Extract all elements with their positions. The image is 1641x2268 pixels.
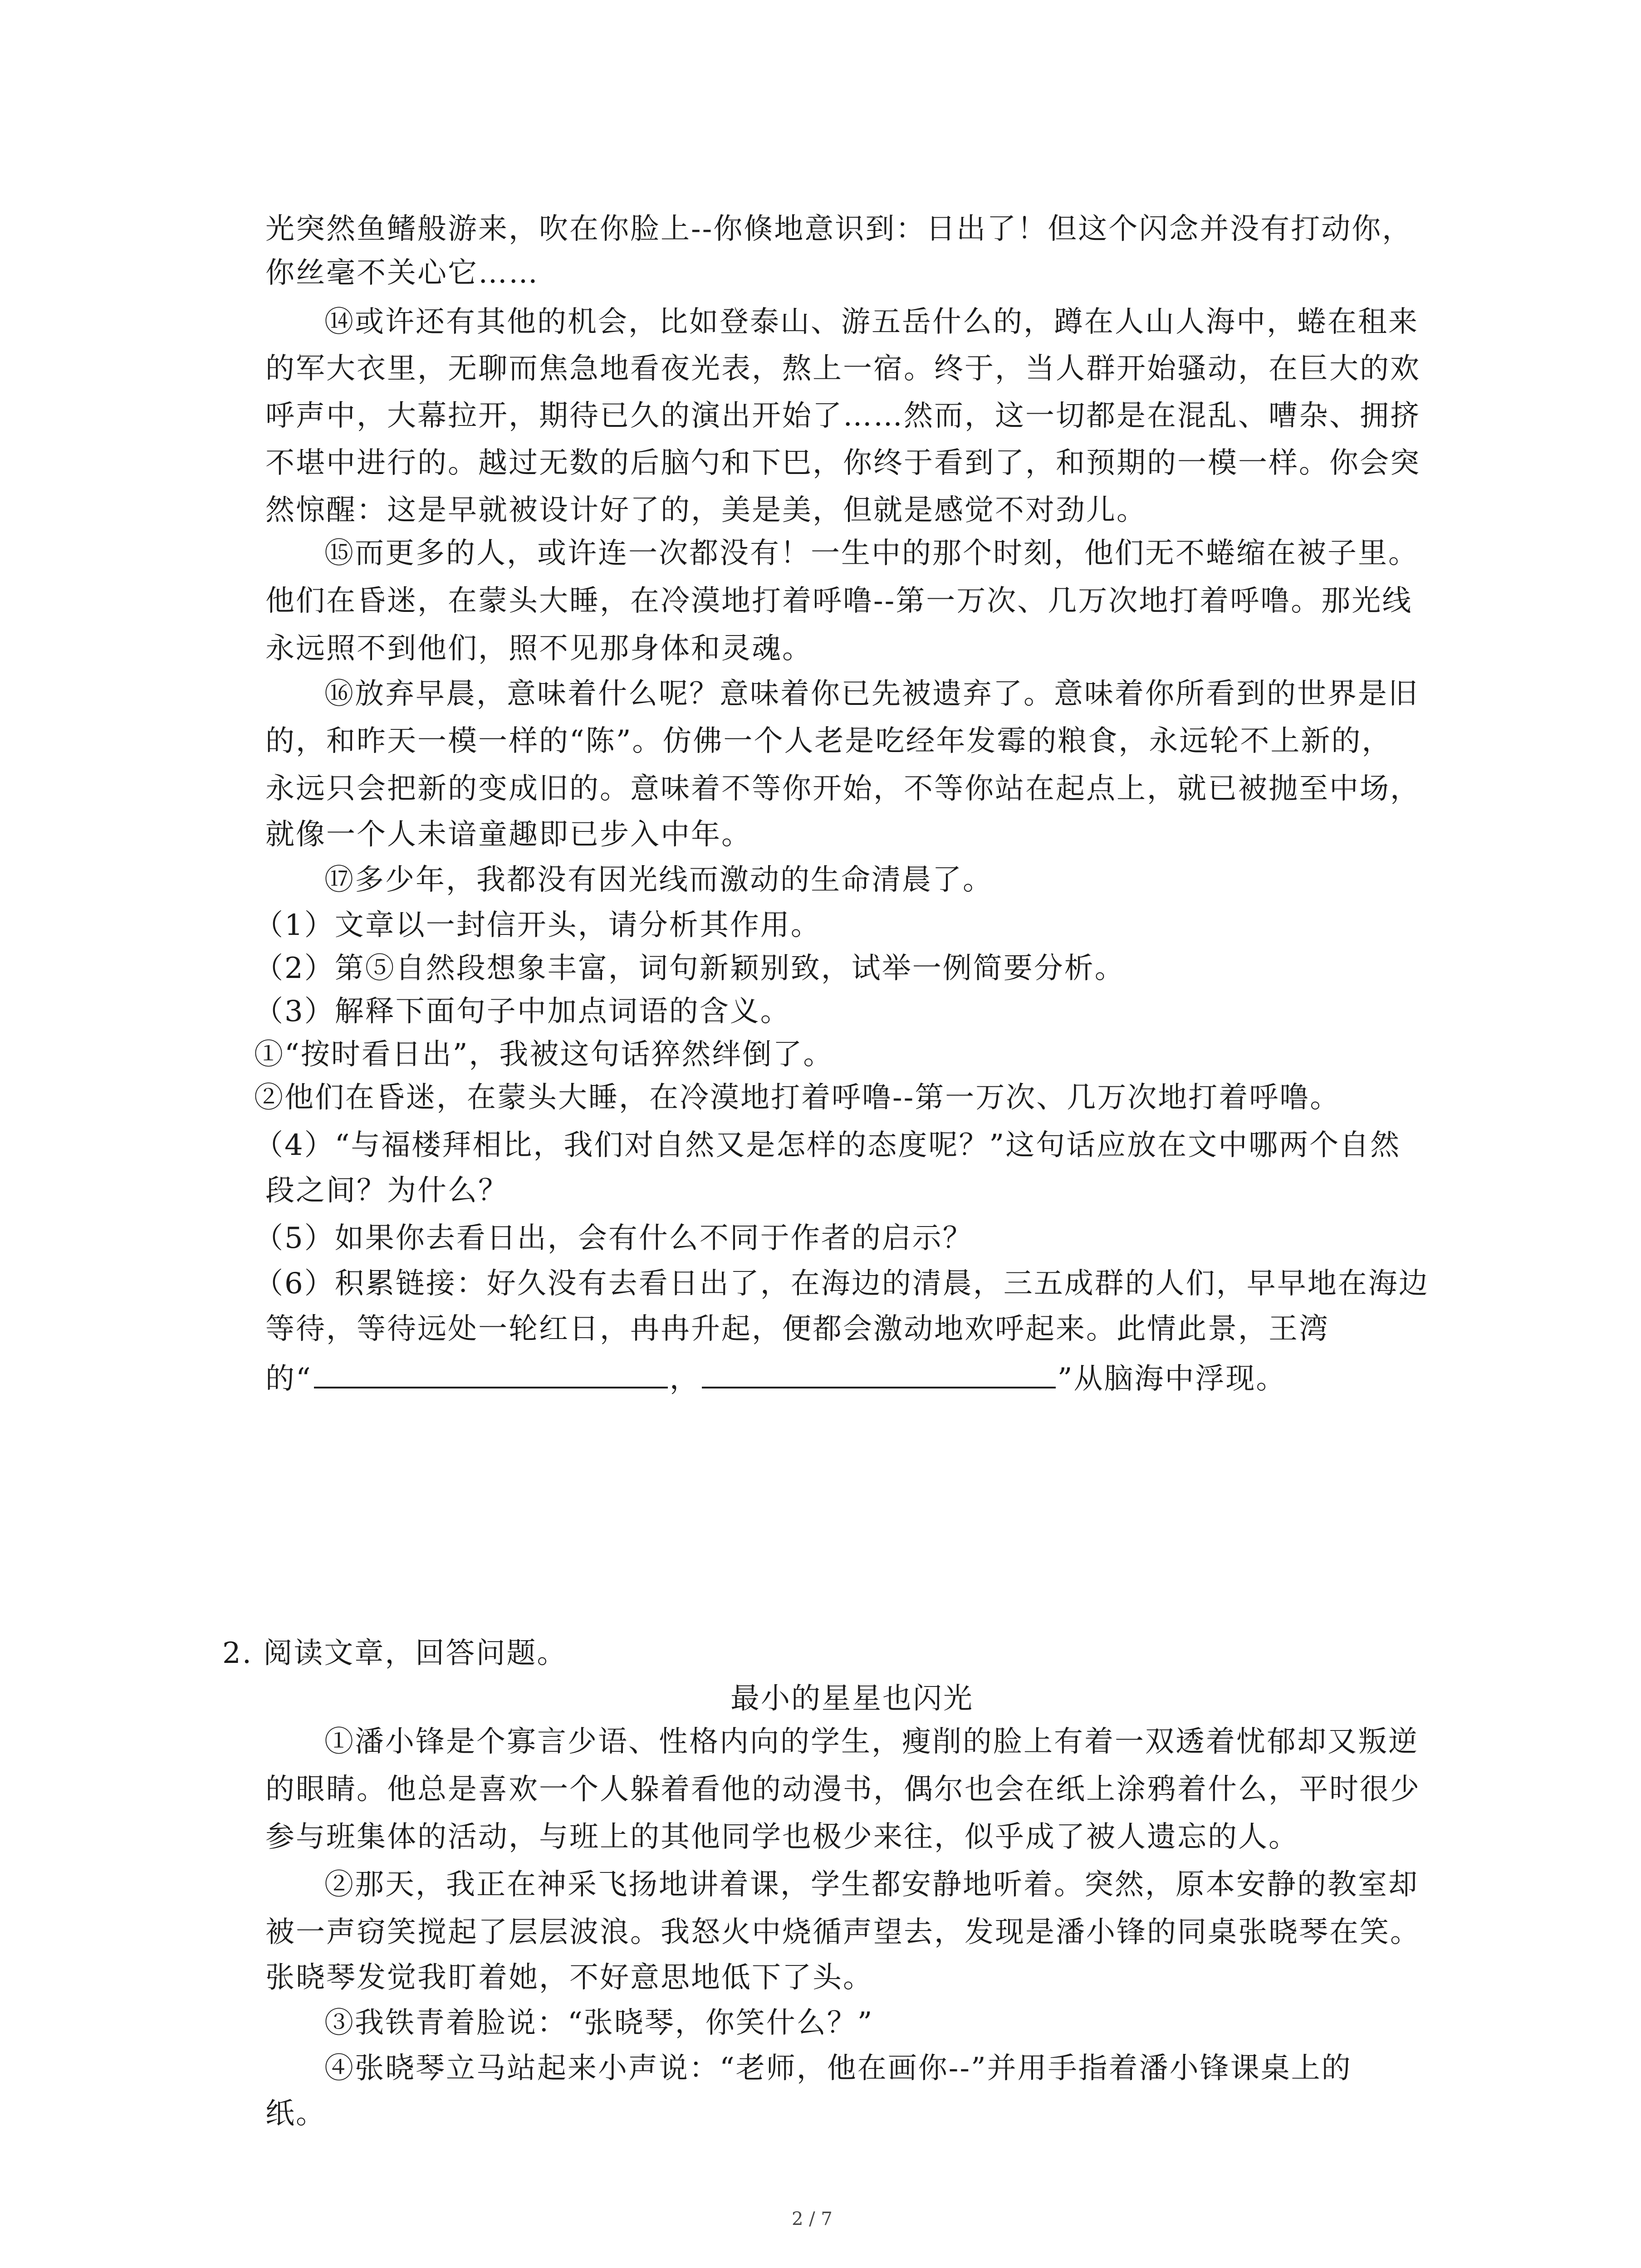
- passage-1-line: 然惊醒：这是早就被设计好了的，美是美，但就是感觉不对劲儿。: [265, 494, 1147, 527]
- question-1-1: （1）文章以一封信开头，请分析其作用。: [254, 909, 821, 942]
- question-1-3: （3）解释下面句子中加点词语的含义。: [254, 995, 791, 1028]
- paragraph-17-start: ⑰多少年，我都没有因光线而激动的生命清晨了。: [324, 863, 993, 897]
- passage-1-line: 不堪中进行的。越过无数的后脑勺和下巴，你终于看到了，和预期的一模一样。你会突: [265, 446, 1421, 480]
- paragraph-16-start: ⑯放弃早晨，意味着什么呢？意味着你已先被遗弃了。意味着你所看到的世界是旧: [324, 677, 1419, 711]
- passage-2-line: 的眼睛。他总是喜欢一个人躲着看他的动漫书，偶尔也会在纸上涂鸦着什么，平时很少: [265, 1773, 1421, 1806]
- passage-1-line: 的，和昨天一模一样的“陈”。仿佛一个人老是吃经年发霉的粮食，永远轮不上新的，: [265, 724, 1392, 758]
- passage-2-paragraph-1-start: ①潘小锋是个寡言少语、性格内向的学生，瘦削的脸上有着一双透着忧郁却又叛逆: [324, 1725, 1419, 1759]
- passage-2-line: 纸。: [265, 2097, 326, 2131]
- question-1-4-cont: 段之间？为什么？: [265, 1174, 509, 1207]
- question-2-heading: 2. 阅读文章，回答问题。: [222, 1637, 568, 1670]
- paragraph-15-start: ⑮而更多的人，或许连一次都没有！一生中的那个时刻，他们无不蜷缩在被子里。: [324, 537, 1419, 570]
- passage-1-line: 永远照不到他们，照不见那身体和灵魂。: [265, 632, 813, 665]
- fill-prefix: 的“: [265, 1362, 312, 1396]
- passage-1-line: 就像一个人未谙童趣即已步入中年。: [265, 818, 752, 851]
- passage-2-line: 张晓琴发觉我盯着她，不好意思地低下了头。: [265, 1961, 873, 1994]
- passage-2-line: 被一声窃笑搅起了层层波浪。我怒火中烧循声望去，发现是潘小锋的同桌张晓琴在笑。: [265, 1916, 1421, 1949]
- passage-2-line: 参与班集体的活动，与班上的其他同学也极少来往，似乎成了被人遗忘的人。: [265, 1820, 1299, 1854]
- passage-2-title: 最小的星星也闪光: [730, 1682, 974, 1716]
- question-1-6-cont: 等待，等待远处一轮红日，冉冉升起，便都会激动地欢呼起来。此情此景，王湾: [265, 1312, 1329, 1346]
- question-1-2: （2）第⑤自然段想象丰富，词句新颖别致，试举一例简要分析。: [254, 952, 1125, 985]
- question-1-3-item-1: ①“按时看日出”，我被这句话猝然绊倒了。: [254, 1038, 834, 1071]
- passage-2-paragraph-3: ③我铁青着脸说：“张晓琴，你笑什么？”: [324, 2006, 874, 2040]
- question-1-3-item-2: ②他们在昏迷，在蒙头大睡，在冷漠地打着呼噜--第一万次、几万次地打着呼噜。: [254, 1081, 1341, 1114]
- answer-blank-2[interactable]: [702, 1359, 1056, 1388]
- question-1-6-fill-line: [265, 1356, 1286, 1402]
- fill-separator: ，: [669, 1362, 700, 1396]
- passage-1-line: 呼声中，大幕拉开，期待已久的演出开始了……然而，这一切都是在混乱、嘈杂、拥挤: [265, 399, 1421, 433]
- passage-1-line: 他们在昏迷，在蒙头大睡，在冷漠地打着呼噜--第一万次、几万次地打着呼噜。那光线: [265, 584, 1413, 618]
- answer-blank-1[interactable]: [314, 1359, 668, 1388]
- question-1-5: （5）如果你去看日出，会有什么不同于作者的启示？: [254, 1222, 973, 1255]
- question-1-6: （6）积累链接：好久没有去看日出了，在海边的清晨，三五成群的人们，早早地在海边: [254, 1267, 1429, 1300]
- question-1-4: （4）“与福楼拜相比，我们对自然又是怎样的态度呢？”这句话应放在文中哪两个自然: [254, 1129, 1401, 1162]
- passage-1-line: 的军大衣里，无聊而焦急地看夜光表，熬上一宿。终于，当人群开始骚动，在巨大的欢: [265, 352, 1421, 386]
- passage-1-line: 光突然鱼鳍般游来，吹在你脸上--你倏地意识到：日出了！但这个闪念并没有打动你，: [265, 212, 1413, 246]
- passage-2-paragraph-4-start: ④张晓琴立马站起来小声说：“老师，他在画你--”并用手指着潘小锋课桌上的: [324, 2052, 1352, 2085]
- paragraph-14-start: ⑭或许还有其他的机会，比如登泰山、游五岳什么的，蹲在人山人海中，蜷在租来: [324, 305, 1419, 339]
- fill-suffix: ”从脑海中浮现。: [1057, 1362, 1287, 1396]
- passage-1-line: 你丝毫不关心它……: [265, 256, 539, 290]
- passage-2-paragraph-2-start: ②那天，我正在神采飞扬地讲着课，学生都安静地听着。突然，原本安静的教室却: [324, 1868, 1419, 1901]
- passage-1-line: 永远只会把新的变成旧的。意味着不等你开始，不等你站在起点上，就已被抛至中场，: [265, 772, 1421, 806]
- page-number: 2 / 7: [792, 2209, 833, 2229]
